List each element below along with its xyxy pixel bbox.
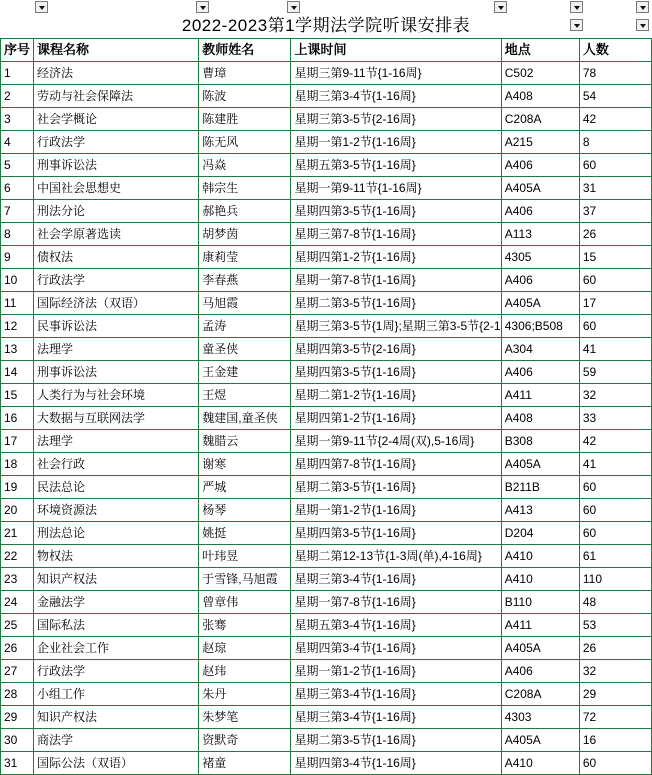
cell-location[interactable]: A410 xyxy=(501,545,579,568)
cell-teacher[interactable]: 陈波 xyxy=(199,85,291,108)
cell-location[interactable]: 4303 xyxy=(501,706,579,729)
cell-teacher[interactable]: 叶玮昱 xyxy=(199,545,291,568)
cell-class-time[interactable]: 星期五第3-5节{1-16周} xyxy=(291,154,501,177)
cell-class-time[interactable]: 星期四第3-4节{1-16周} xyxy=(291,752,501,775)
cell-headcount[interactable]: 29 xyxy=(579,683,651,706)
cell-headcount[interactable]: 54 xyxy=(579,85,651,108)
cell-course-name[interactable]: 法理学 xyxy=(34,338,199,361)
title-row xyxy=(0,14,652,38)
cell-headcount[interactable]: 110 xyxy=(579,568,651,591)
cell-class-time[interactable]: 星期四第1-2节{1-16周} xyxy=(291,246,501,269)
table-row[interactable] xyxy=(1,637,652,660)
table-row[interactable] xyxy=(1,545,652,568)
cell-teacher[interactable]: 王煜 xyxy=(199,384,291,407)
table-row[interactable] xyxy=(1,453,652,476)
cell-headcount[interactable]: 8 xyxy=(579,131,651,154)
table-row[interactable] xyxy=(1,384,652,407)
cell-course-name[interactable]: 知识产权法 xyxy=(34,706,199,729)
cell-headcount[interactable]: 42 xyxy=(579,430,651,453)
table-row[interactable] xyxy=(1,85,652,108)
cell-index[interactable]: 7 xyxy=(1,200,34,223)
column-header-class-time: 上课时间 xyxy=(291,39,501,62)
table-row[interactable] xyxy=(1,62,652,85)
cell-location[interactable]: A410 xyxy=(501,752,579,775)
cell-teacher[interactable]: 朱梦笔 xyxy=(199,706,291,729)
cell-class-time[interactable]: 星期五第3-4节{1-16周} xyxy=(291,614,501,637)
cell-course-name[interactable]: 小组工作 xyxy=(34,683,199,706)
cell-index[interactable]: 26 xyxy=(1,637,34,660)
cell-teacher[interactable]: 赵玮 xyxy=(199,660,291,683)
cell-index[interactable]: 1 xyxy=(1,62,34,85)
cell-teacher[interactable]: 朱丹 xyxy=(199,683,291,706)
cell-class-time[interactable]: 星期三第3-5节{2-16周} xyxy=(291,108,501,131)
cell-teacher[interactable]: 陈建胜 xyxy=(199,108,291,131)
page-title: 2022-2023第1学期法学院听课安排表 xyxy=(181,16,471,35)
cell-class-time[interactable]: 星期一第9-11节{1-16周} xyxy=(291,177,501,200)
cell-teacher[interactable]: 赵琼 xyxy=(199,637,291,660)
cell-course-name[interactable]: 社会学概论 xyxy=(34,108,199,131)
cell-teacher[interactable]: 魏建国,童圣侠 xyxy=(199,407,291,430)
cell-index[interactable]: 2 xyxy=(1,85,34,108)
cell-index[interactable]: 25 xyxy=(1,614,34,637)
cell-class-time[interactable]: 星期三第3-4节{1-16周} xyxy=(291,683,501,706)
cell-headcount[interactable]: 60 xyxy=(579,499,651,522)
cell-headcount[interactable]: 41 xyxy=(579,338,651,361)
cell-class-time[interactable]: 星期二第12-13节{1-3周(单),4-16周} xyxy=(291,545,501,568)
cell-course-name[interactable]: 行政法学 xyxy=(34,269,199,292)
filter-button-strip xyxy=(0,0,652,14)
cell-index[interactable]: 17 xyxy=(1,430,34,453)
cell-teacher[interactable]: 胡梦茵 xyxy=(199,223,291,246)
cell-course-name[interactable]: 商法学 xyxy=(34,729,199,752)
cell-headcount[interactable]: 60 xyxy=(579,522,651,545)
table-row[interactable] xyxy=(1,131,652,154)
cell-course-name[interactable]: 环境资源法 xyxy=(34,499,199,522)
cell-location[interactable]: B211B xyxy=(501,476,579,499)
cell-class-time[interactable]: 星期一第7-8节{1-16周} xyxy=(291,591,501,614)
cell-class-time[interactable]: 星期四第3-4节{1-16周} xyxy=(291,637,501,660)
table-row[interactable] xyxy=(1,269,652,292)
cell-class-time[interactable]: 星期一第7-8节{1-16周} xyxy=(291,269,501,292)
cell-location[interactable]: C208A xyxy=(501,108,579,131)
cell-location[interactable]: A406 xyxy=(501,200,579,223)
cell-headcount[interactable]: 37 xyxy=(579,200,651,223)
cell-teacher[interactable]: 康莉莹 xyxy=(199,246,291,269)
table-row[interactable] xyxy=(1,177,652,200)
filter-dropdown-col-a[interactable] xyxy=(35,1,48,13)
table-row[interactable] xyxy=(1,246,652,269)
cell-location[interactable]: A410 xyxy=(501,568,579,591)
cell-teacher[interactable]: 童圣侠 xyxy=(199,338,291,361)
cell-teacher[interactable]: 严城 xyxy=(199,476,291,499)
cell-location[interactable]: A411 xyxy=(501,384,579,407)
filter-dropdown-title-e[interactable] xyxy=(570,19,583,31)
filter-dropdown-col-d[interactable] xyxy=(494,1,507,13)
schedule-table xyxy=(0,38,652,775)
cell-index[interactable]: 23 xyxy=(1,568,34,591)
cell-teacher[interactable]: 孟涛 xyxy=(199,315,291,338)
cell-location[interactable]: A405A xyxy=(501,729,579,752)
cell-location[interactable]: C502 xyxy=(501,62,579,85)
cell-teacher[interactable]: 王金建 xyxy=(199,361,291,384)
filter-dropdown-col-f[interactable] xyxy=(636,1,649,13)
cell-teacher[interactable]: 陈无风 xyxy=(199,131,291,154)
cell-index[interactable]: 8 xyxy=(1,223,34,246)
cell-course-name[interactable]: 国际私法 xyxy=(34,614,199,637)
cell-class-time[interactable]: 星期一第1-2节{1-16周} xyxy=(291,660,501,683)
cell-class-time[interactable]: 星期三第3-4节{1-16周} xyxy=(291,85,501,108)
cell-index[interactable]: 18 xyxy=(1,453,34,476)
cell-teacher[interactable]: 曾章伟 xyxy=(199,591,291,614)
cell-teacher[interactable]: 曹璋 xyxy=(199,62,291,85)
cell-class-time[interactable]: 星期四第7-8节{1-16周} xyxy=(291,453,501,476)
cell-class-time[interactable]: 星期三第3-4节{1-16周} xyxy=(291,568,501,591)
cell-location[interactable]: 4306;B508 xyxy=(501,315,579,338)
cell-course-name[interactable]: 刑事诉讼法 xyxy=(34,154,199,177)
table-row[interactable] xyxy=(1,223,652,246)
cell-class-time[interactable]: 星期四第3-5节{1-16周} xyxy=(291,361,501,384)
cell-headcount[interactable]: 72 xyxy=(579,706,651,729)
cell-class-time[interactable]: 星期三第7-8节{1-16周} xyxy=(291,223,501,246)
cell-location[interactable]: 4305 xyxy=(501,246,579,269)
cell-headcount[interactable]: 60 xyxy=(579,154,651,177)
filter-dropdown-col-b[interactable] xyxy=(196,1,209,13)
cell-location[interactable]: A304 xyxy=(501,338,579,361)
cell-headcount[interactable]: 33 xyxy=(579,407,651,430)
table-row[interactable] xyxy=(1,315,652,338)
cell-course-name[interactable]: 知识产权法 xyxy=(34,568,199,591)
cell-course-name[interactable]: 行政法学 xyxy=(34,131,199,154)
filter-dropdown-col-c[interactable] xyxy=(287,1,300,13)
cell-location[interactable]: A405A xyxy=(501,453,579,476)
cell-headcount[interactable]: 32 xyxy=(579,660,651,683)
cell-index[interactable]: 28 xyxy=(1,683,34,706)
cell-course-name[interactable]: 劳动与社会保障法 xyxy=(34,85,199,108)
cell-teacher[interactable]: 冯焱 xyxy=(199,154,291,177)
cell-class-time[interactable]: 星期二第3-5节{1-16周} xyxy=(291,729,501,752)
cell-headcount[interactable]: 60 xyxy=(579,476,651,499)
cell-course-name[interactable]: 社会行政 xyxy=(34,453,199,476)
table-row[interactable] xyxy=(1,200,652,223)
cell-index[interactable]: 30 xyxy=(1,729,34,752)
table-row[interactable] xyxy=(1,522,652,545)
cell-index[interactable]: 24 xyxy=(1,591,34,614)
column-header-location: 地点 xyxy=(501,39,579,62)
cell-headcount[interactable]: 48 xyxy=(579,591,651,614)
cell-index[interactable]: 12 xyxy=(1,315,34,338)
cell-location[interactable]: A406 xyxy=(501,269,579,292)
table-row[interactable] xyxy=(1,706,652,729)
cell-course-name[interactable]: 人类行为与社会环境 xyxy=(34,384,199,407)
cell-class-time[interactable]: 星期一第1-2节{1-16周} xyxy=(291,499,501,522)
cell-teacher[interactable]: 褚童 xyxy=(199,752,291,775)
cell-class-time[interactable]: 星期三第3-4节{1-16周} xyxy=(291,706,501,729)
cell-teacher[interactable]: 杨琴 xyxy=(199,499,291,522)
cell-course-name[interactable]: 企业社会工作 xyxy=(34,637,199,660)
cell-headcount[interactable]: 17 xyxy=(579,292,651,315)
cell-teacher[interactable]: 于雪锋,马旭霞 xyxy=(199,568,291,591)
cell-index[interactable]: 20 xyxy=(1,499,34,522)
table-row[interactable] xyxy=(1,361,652,384)
cell-location[interactable]: A215 xyxy=(501,131,579,154)
cell-teacher[interactable]: 韩宗生 xyxy=(199,177,291,200)
cell-course-name[interactable]: 刑法分论 xyxy=(34,200,199,223)
cell-class-time[interactable]: 星期四第1-2节{1-16周} xyxy=(291,407,501,430)
cell-location[interactable]: A406 xyxy=(501,154,579,177)
cell-headcount[interactable]: 60 xyxy=(579,269,651,292)
cell-index[interactable]: 9 xyxy=(1,246,34,269)
table-row[interactable] xyxy=(1,108,652,131)
cell-course-name[interactable]: 物权法 xyxy=(34,545,199,568)
cell-location[interactable]: B110 xyxy=(501,591,579,614)
cell-class-time[interactable]: 星期一第1-2节{1-16周} xyxy=(291,131,501,154)
cell-index[interactable]: 15 xyxy=(1,384,34,407)
cell-course-name[interactable]: 行政法学 xyxy=(34,660,199,683)
cell-course-name[interactable]: 国际公法（双语） xyxy=(34,752,199,775)
column-header-course-name: 课程名称 xyxy=(34,39,199,62)
cell-headcount[interactable]: 26 xyxy=(579,637,651,660)
cell-class-time[interactable]: 星期三第9-11节{1-16周} xyxy=(291,62,501,85)
cell-location[interactable]: D204 xyxy=(501,522,579,545)
cell-course-name[interactable]: 法理学 xyxy=(34,430,199,453)
cell-course-name[interactable]: 国际经济法（双语） xyxy=(34,292,199,315)
table-row[interactable] xyxy=(1,614,652,637)
cell-course-name[interactable]: 社会学原著选读 xyxy=(34,223,199,246)
cell-index[interactable]: 29 xyxy=(1,706,34,729)
cell-headcount[interactable]: 53 xyxy=(579,614,651,637)
table-row[interactable] xyxy=(1,154,652,177)
cell-index[interactable]: 6 xyxy=(1,177,34,200)
column-header-headcount: 人数 xyxy=(579,39,651,62)
table-row[interactable] xyxy=(1,591,652,614)
cell-index[interactable]: 19 xyxy=(1,476,34,499)
column-header-index: 序号 xyxy=(1,39,34,62)
table-row[interactable] xyxy=(1,683,652,706)
cell-location[interactable]: A406 xyxy=(501,361,579,384)
cell-course-name[interactable]: 民事诉讼法 xyxy=(34,315,199,338)
cell-index[interactable]: 21 xyxy=(1,522,34,545)
table-row[interactable] xyxy=(1,476,652,499)
table-row[interactable] xyxy=(1,568,652,591)
cell-class-time[interactable]: 星期四第3-5节{2-16周} xyxy=(291,338,501,361)
cell-location[interactable]: A405A xyxy=(501,292,579,315)
table-row[interactable] xyxy=(1,752,652,775)
cell-index[interactable]: 27 xyxy=(1,660,34,683)
cell-teacher[interactable]: 郝艳兵 xyxy=(199,200,291,223)
cell-location[interactable]: A413 xyxy=(501,499,579,522)
cell-teacher[interactable]: 张骞 xyxy=(199,614,291,637)
cell-teacher[interactable]: 魏腊云 xyxy=(199,430,291,453)
table-row[interactable] xyxy=(1,729,652,752)
cell-class-time[interactable]: 星期四第3-5节{1-16周} xyxy=(291,200,501,223)
cell-class-time[interactable]: 星期四第3-5节{1-16周} xyxy=(291,522,501,545)
cell-course-name[interactable]: 债权法 xyxy=(34,246,199,269)
cell-index[interactable]: 31 xyxy=(1,752,34,775)
filter-dropdown-title-f[interactable] xyxy=(636,19,649,31)
table-row[interactable] xyxy=(1,660,652,683)
cell-headcount[interactable]: 41 xyxy=(579,453,651,476)
cell-course-name[interactable]: 民法总论 xyxy=(34,476,199,499)
cell-course-name[interactable]: 金融法学 xyxy=(34,591,199,614)
cell-location[interactable]: A408 xyxy=(501,85,579,108)
table-body xyxy=(1,62,652,775)
cell-teacher[interactable]: 马旭霞 xyxy=(199,292,291,315)
cell-location[interactable]: A411 xyxy=(501,614,579,637)
cell-index[interactable]: 5 xyxy=(1,154,34,177)
cell-headcount[interactable]: 26 xyxy=(579,223,651,246)
cell-location[interactable]: A113 xyxy=(501,223,579,246)
cell-course-name[interactable]: 经济法 xyxy=(34,62,199,85)
cell-index[interactable]: 14 xyxy=(1,361,34,384)
cell-location[interactable]: C208A xyxy=(501,683,579,706)
cell-course-name[interactable]: 刑法总论 xyxy=(34,522,199,545)
cell-location[interactable]: A406 xyxy=(501,660,579,683)
cell-headcount[interactable]: 16 xyxy=(579,729,651,752)
cell-headcount[interactable]: 60 xyxy=(579,752,651,775)
filter-dropdown-col-e[interactable] xyxy=(570,1,583,13)
cell-headcount[interactable]: 78 xyxy=(579,62,651,85)
cell-index[interactable]: 13 xyxy=(1,338,34,361)
cell-teacher[interactable]: 姚挺 xyxy=(199,522,291,545)
cell-class-time[interactable]: 星期一第9-11节{2-4周(双),5-16周} xyxy=(291,430,501,453)
cell-teacher[interactable]: 谢寒 xyxy=(199,453,291,476)
cell-course-name[interactable]: 刑事诉讼法 xyxy=(34,361,199,384)
table-row[interactable] xyxy=(1,292,652,315)
cell-index[interactable]: 10 xyxy=(1,269,34,292)
cell-location[interactable]: B308 xyxy=(501,430,579,453)
cell-index[interactable]: 22 xyxy=(1,545,34,568)
cell-location[interactable]: A405A xyxy=(501,177,579,200)
cell-course-name[interactable]: 大数据与互联网法学 xyxy=(34,407,199,430)
cell-headcount[interactable]: 59 xyxy=(579,361,651,384)
table-row[interactable] xyxy=(1,407,652,430)
cell-location[interactable]: A408 xyxy=(501,407,579,430)
cell-index[interactable]: 11 xyxy=(1,292,34,315)
cell-class-time[interactable]: 星期二第3-5节{1-16周} xyxy=(291,292,501,315)
table-header-row xyxy=(1,39,652,62)
cell-class-time[interactable]: 星期二第1-2节{1-16周} xyxy=(291,384,501,407)
cell-class-time[interactable]: 星期三第3-5节{1周};星期三第3-5节{2-1 xyxy=(291,315,501,338)
cell-teacher[interactable]: 资默奇 xyxy=(199,729,291,752)
cell-index[interactable]: 3 xyxy=(1,108,34,131)
column-header-teacher: 教师姓名 xyxy=(199,39,291,62)
cell-headcount[interactable]: 61 xyxy=(579,545,651,568)
cell-teacher[interactable]: 李春燕 xyxy=(199,269,291,292)
cell-headcount[interactable]: 42 xyxy=(579,108,651,131)
cell-class-time[interactable]: 星期二第3-5节{1-16周} xyxy=(291,476,501,499)
table-row[interactable] xyxy=(1,338,652,361)
cell-index[interactable]: 4 xyxy=(1,131,34,154)
cell-course-name[interactable]: 中国社会思想史 xyxy=(34,177,199,200)
table-row[interactable] xyxy=(1,430,652,453)
table-row[interactable] xyxy=(1,499,652,522)
cell-location[interactable]: A405A xyxy=(501,637,579,660)
cell-headcount[interactable]: 31 xyxy=(579,177,651,200)
cell-headcount[interactable]: 15 xyxy=(579,246,651,269)
cell-headcount[interactable]: 60 xyxy=(579,315,651,338)
cell-index[interactable]: 16 xyxy=(1,407,34,430)
cell-headcount[interactable]: 32 xyxy=(579,384,651,407)
